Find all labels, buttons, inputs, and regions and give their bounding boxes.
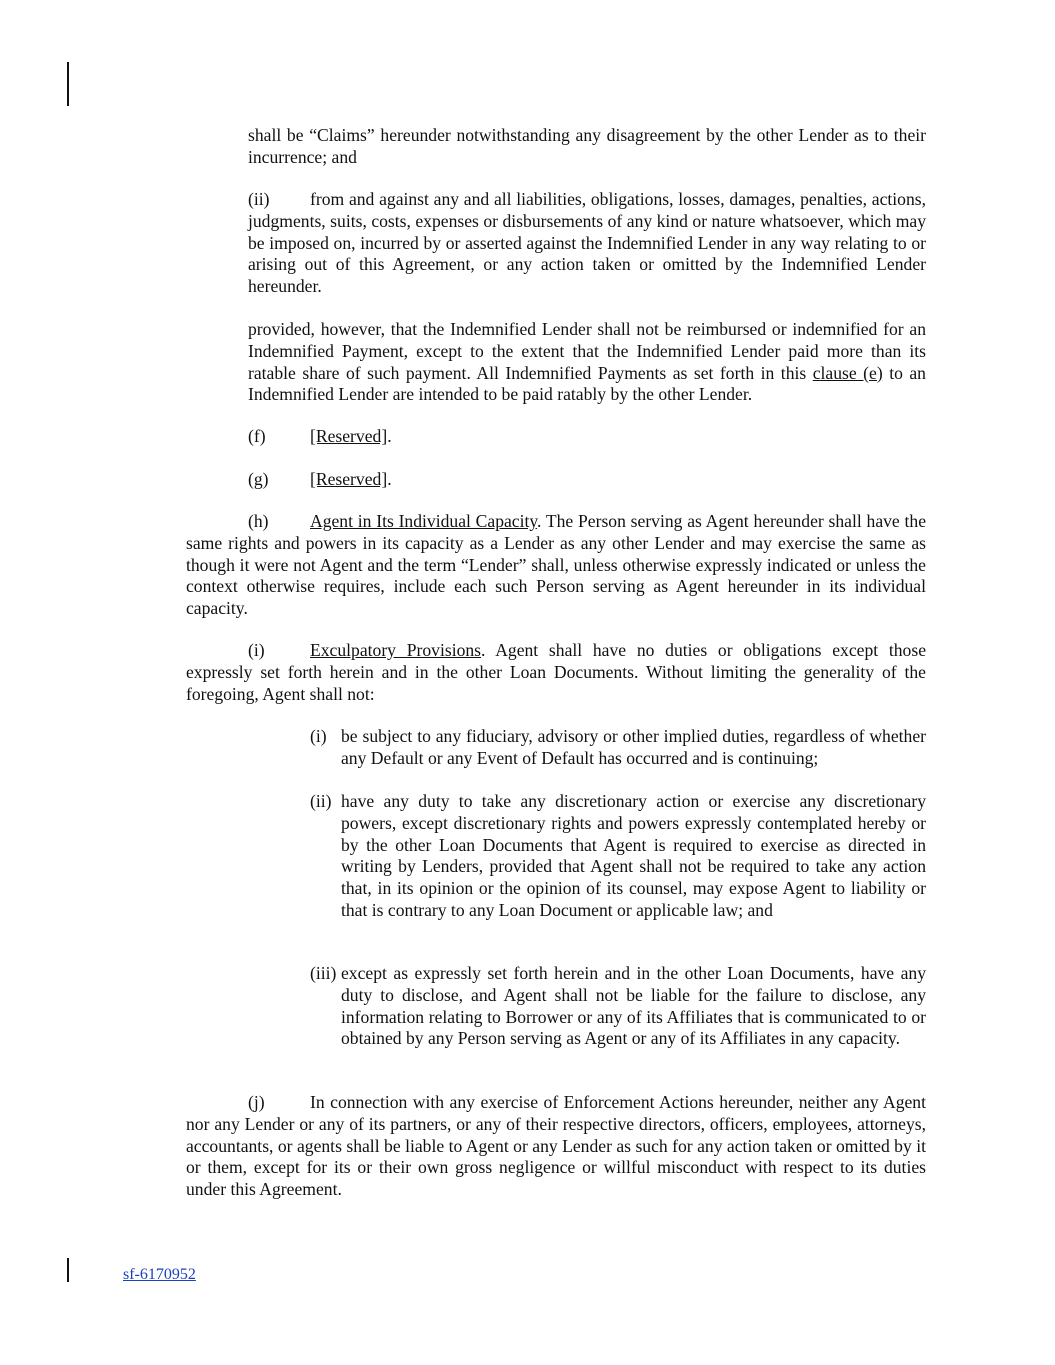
clause-number: (f) xyxy=(248,426,266,446)
paragraph-claims-continuation xyxy=(248,125,926,169)
paragraph-i xyxy=(186,640,926,705)
change-bar-top xyxy=(67,62,69,106)
paragraph-g: (g) [Reserved]. xyxy=(248,469,392,489)
paragraph-e-ii xyxy=(248,189,926,298)
paragraph-text: have any duty to take any discretionary action or exercise any discretionary powers, except discretionary rights and powers expressly contemplated hereby or by the other Loan Documents that Agent is required to exercise as directed in writing by Lenders, provided that Agent shall not be required to take any action that, in its opinion or the opinion of its counsel, may expose Agent to liability or that is contrary to any Loan Document or applicable law; and xyxy=(341,791,926,920)
clause-number: (j) xyxy=(248,1092,265,1112)
clause-number: (i) xyxy=(310,726,327,746)
sub-clause-i-3 xyxy=(310,963,926,1050)
paragraph-text: except as expressly set forth herein and in the other Loan Documents, have any duty to disclose, and Agent shall not be liable for the failure to disclose, any information relating to Borrower or any of its Affiliates that is communicated to or obtained by any Person serving as Agent or any of its Affiliates in any capacity. xyxy=(341,963,926,1049)
change-bar-bottom xyxy=(67,1258,69,1282)
clause-number: (ii) xyxy=(248,189,270,209)
clause-number: (ii) xyxy=(310,791,332,811)
paragraph-text: In connection with any exercise of Enforcement Actions hereunder, neither any Agent nor any Lender or any of its partners, or any of their respective directors, officers, employees, attorneys, accountants, or agents shall be liable to Agent or any Lender as such for any action taken or omitted by it or them, except for its or their own gross negligence or willful misconduct with respect to its duties under this Agreement. xyxy=(186,1092,926,1200)
paragraph-j xyxy=(186,1092,926,1201)
paragraph-provided-however: provided, however, that the Indemnified Lender shall not be reimbursed or indemnified for an Indemnified Payment, except to the extent that the Indemnified Lender paid more than its ratable share of such payment. All Indemnified Payments as set forth in this clause (e) to an Indemnified Lender are intended to be paid ratably by the other Lender. xyxy=(248,319,926,405)
paragraph-text: be subject to any fiduciary, advisory or other implied duties, regardless of whether any Default or any Event of Default has occurred and is continuing; xyxy=(341,726,926,768)
paragraph-text: . Agent shall have no duties or obligations except those expressly set forth herein and in the other Loan Documents. Without limiting the generality of the foregoing, Agent shall not: xyxy=(186,640,927,704)
paragraph-h xyxy=(186,511,926,620)
clause-number: (iii) xyxy=(310,963,337,983)
clause-heading: Exculpatory Provisions xyxy=(310,640,482,660)
clause-heading: [Reserved] xyxy=(310,469,388,489)
paragraph-text: . The Person serving as Agent hereunder shall have the same rights and powers in its capacity as a Lender as any other Lender and may exercise the same as though it were not Agent and the term “Lender” shall, unless otherwise expressly indicated or unless the context otherwise requires, include each such Person serving as Agent hereunder in its individual capacity. xyxy=(186,511,926,619)
clause-number: (h) xyxy=(248,511,269,531)
clause-heading: Agent in Its Individual Capacity xyxy=(310,511,538,531)
clause-number: (i) xyxy=(248,640,265,660)
paragraph-text: from and against any and all liabilities, obligations, losses, damages, penalties, actions, judgments, suits, costs, expenses or disbursements of any kind or nature whatsoever, which may be imposed on, incurred by or asserted against the Indemnified Lender in any way relating to or arising out of this Agreement, or any action taken or omitted by the Indemnified Lender hereunder. xyxy=(248,189,926,297)
sub-clause-i-2 xyxy=(310,791,926,922)
sub-clause-i-1 xyxy=(310,726,926,770)
paragraph-text: shall be “Claims” hereunder notwithstanding any disagreement by the other Lender as to their incurrence; and xyxy=(248,125,926,167)
footer-document-id[interactable]: sf-6170952 xyxy=(123,1266,196,1283)
paragraph-f: (f) [Reserved]. xyxy=(248,426,392,446)
clause-heading: [Reserved] xyxy=(310,426,388,446)
clause-e-reference: clause (e) xyxy=(812,362,883,383)
clause-number: (g) xyxy=(248,469,269,489)
